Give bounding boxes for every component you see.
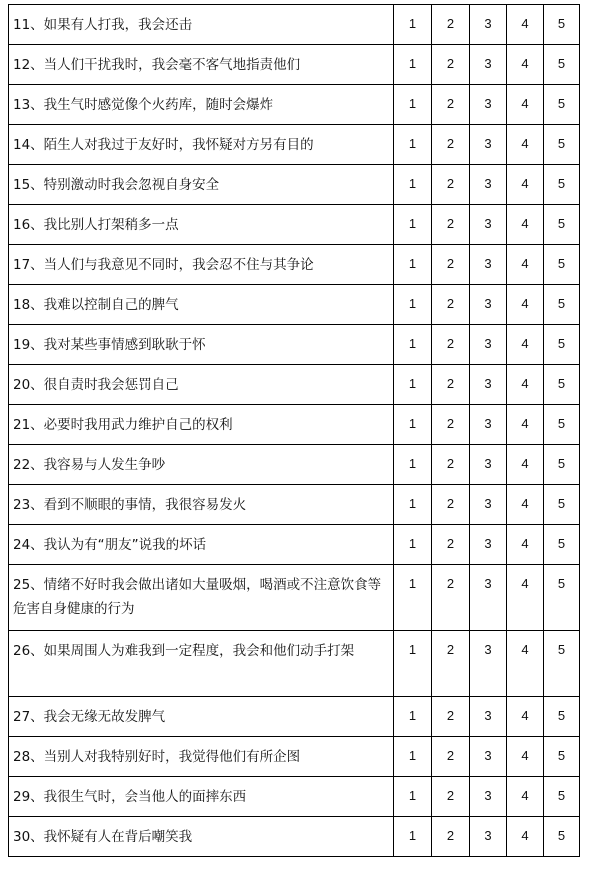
rating-option-3[interactable]: 3 — [470, 445, 507, 485]
rating-option-2[interactable]: 2 — [432, 45, 470, 85]
table-row — [9, 485, 580, 525]
question-text: 24、我认为有“朋友”说我的坏话 — [9, 525, 394, 565]
rating-option-4[interactable]: 4 — [507, 485, 544, 525]
rating-option-4[interactable]: 4 — [507, 125, 544, 165]
rating-option-2[interactable]: 2 — [432, 485, 470, 525]
question-text: 26、如果周围人为难我到一定程度，我会和他们动手打架 — [9, 631, 394, 697]
question-text: 13、我生气时感觉像个火药库，随时会爆炸 — [9, 85, 394, 125]
question-text: 18、我难以控制自己的脾气 — [9, 285, 394, 325]
rating-option-3[interactable]: 3 — [470, 125, 507, 165]
rating-option-1[interactable]: 1 — [394, 631, 432, 697]
rating-option-5[interactable]: 5 — [544, 85, 580, 125]
rating-option-5[interactable]: 5 — [544, 45, 580, 85]
rating-option-1[interactable]: 1 — [394, 405, 432, 445]
table-row — [9, 525, 580, 565]
rating-option-1[interactable]: 1 — [394, 697, 432, 737]
rating-option-4[interactable]: 4 — [507, 777, 544, 817]
rating-option-1[interactable]: 1 — [394, 245, 432, 285]
rating-option-5[interactable]: 5 — [544, 697, 580, 737]
table-row — [9, 737, 580, 777]
rating-option-5[interactable]: 5 — [544, 125, 580, 165]
question-text: 25、情绪不好时我会做出诸如大量吸烟，喝酒或不注意饮食等危害自身健康的行为 — [9, 565, 394, 631]
table-row — [9, 365, 580, 405]
rating-option-2[interactable]: 2 — [432, 631, 470, 697]
rating-option-2[interactable]: 2 — [432, 405, 470, 445]
rating-option-5[interactable]: 5 — [544, 205, 580, 245]
rating-option-4[interactable]: 4 — [507, 697, 544, 737]
rating-option-2[interactable]: 2 — [432, 205, 470, 245]
rating-option-3[interactable]: 3 — [470, 85, 507, 125]
rating-option-5[interactable]: 5 — [544, 631, 580, 697]
rating-option-4[interactable]: 4 — [507, 285, 544, 325]
rating-option-5[interactable]: 5 — [544, 245, 580, 285]
table-row — [9, 631, 580, 697]
rating-option-2[interactable]: 2 — [432, 165, 470, 205]
rating-option-3[interactable]: 3 — [470, 737, 507, 777]
rating-option-3[interactable]: 3 — [470, 777, 507, 817]
rating-option-3[interactable]: 3 — [470, 525, 507, 565]
table-row — [9, 285, 580, 325]
rating-option-3[interactable]: 3 — [470, 285, 507, 325]
table-row — [9, 817, 580, 857]
question-text: 20、很自责时我会惩罚自己 — [9, 365, 394, 405]
table-row — [9, 565, 580, 631]
table-row — [9, 777, 580, 817]
rating-option-1[interactable]: 1 — [394, 485, 432, 525]
question-text: 27、我会无缘无故发脾气 — [9, 697, 394, 737]
rating-option-2[interactable]: 2 — [432, 365, 470, 405]
rating-option-1[interactable]: 1 — [394, 325, 432, 365]
rating-option-5[interactable]: 5 — [544, 405, 580, 445]
rating-option-1[interactable]: 1 — [394, 125, 432, 165]
rating-option-2[interactable]: 2 — [432, 817, 470, 857]
table-row — [9, 45, 580, 85]
rating-option-2[interactable]: 2 — [432, 697, 470, 737]
rating-option-3[interactable]: 3 — [470, 565, 507, 631]
rating-option-5[interactable]: 5 — [544, 445, 580, 485]
rating-option-2[interactable]: 2 — [432, 565, 470, 631]
rating-option-4[interactable]: 4 — [507, 85, 544, 125]
rating-option-5[interactable]: 5 — [544, 165, 580, 205]
rating-option-5[interactable]: 5 — [544, 817, 580, 857]
rating-option-2[interactable]: 2 — [432, 525, 470, 565]
table-row — [9, 205, 580, 245]
table-row — [9, 325, 580, 365]
rating-option-3[interactable]: 3 — [470, 45, 507, 85]
question-text: 30、我怀疑有人在背后嘲笑我 — [9, 817, 394, 857]
rating-option-3[interactable]: 3 — [470, 817, 507, 857]
table-row — [9, 245, 580, 285]
question-text: 22、我容易与人发生争吵 — [9, 445, 394, 485]
rating-option-5[interactable]: 5 — [544, 365, 580, 405]
rating-option-2[interactable]: 2 — [432, 737, 470, 777]
rating-option-4[interactable]: 4 — [507, 205, 544, 245]
rating-option-1[interactable]: 1 — [394, 737, 432, 777]
rating-option-3[interactable]: 3 — [470, 5, 507, 45]
rating-option-5[interactable]: 5 — [544, 285, 580, 325]
rating-option-3[interactable]: 3 — [470, 325, 507, 365]
rating-option-3[interactable]: 3 — [470, 631, 507, 697]
rating-option-4[interactable]: 4 — [507, 525, 544, 565]
rating-option-1[interactable]: 1 — [394, 285, 432, 325]
question-text: 28、当别人对我特别好时，我觉得他们有所企图 — [9, 737, 394, 777]
table-row — [9, 165, 580, 205]
question-text: 29、我很生气时，会当他人的面摔东西 — [9, 777, 394, 817]
rating-option-2[interactable]: 2 — [432, 285, 470, 325]
rating-option-2[interactable]: 2 — [432, 445, 470, 485]
rating-option-1[interactable]: 1 — [394, 525, 432, 565]
rating-option-4[interactable]: 4 — [507, 5, 544, 45]
rating-option-4[interactable]: 4 — [507, 405, 544, 445]
rating-option-4[interactable]: 4 — [507, 631, 544, 697]
rating-option-3[interactable]: 3 — [470, 245, 507, 285]
rating-option-1[interactable]: 1 — [394, 85, 432, 125]
rating-option-4[interactable]: 4 — [507, 325, 544, 365]
rating-option-5[interactable]: 5 — [544, 5, 580, 45]
rating-option-1[interactable]: 1 — [394, 205, 432, 245]
questionnaire-body — [9, 5, 580, 857]
question-text: 21、必要时我用武力维护自己的权利 — [9, 405, 394, 445]
rating-option-4[interactable]: 4 — [507, 445, 544, 485]
question-text: 17、当人们与我意见不同时，我会忍不住与其争论 — [9, 245, 394, 285]
rating-option-5[interactable]: 5 — [544, 777, 580, 817]
table-row — [9, 445, 580, 485]
rating-option-5[interactable]: 5 — [544, 737, 580, 777]
table-row — [9, 697, 580, 737]
rating-option-2[interactable]: 2 — [432, 85, 470, 125]
table-row — [9, 125, 580, 165]
rating-option-4[interactable]: 4 — [507, 565, 544, 631]
rating-option-4[interactable]: 4 — [507, 817, 544, 857]
rating-option-5[interactable]: 5 — [544, 525, 580, 565]
table-row — [9, 5, 580, 45]
rating-option-1[interactable]: 1 — [394, 165, 432, 205]
rating-option-3[interactable]: 3 — [470, 697, 507, 737]
rating-option-1[interactable]: 1 — [394, 565, 432, 631]
rating-option-5[interactable]: 5 — [544, 325, 580, 365]
rating-option-3[interactable]: 3 — [470, 165, 507, 205]
question-text: 12、当人们干扰我时，我会毫不客气地指责他们 — [9, 45, 394, 85]
rating-option-1[interactable]: 1 — [394, 445, 432, 485]
rating-option-2[interactable]: 2 — [432, 5, 470, 45]
rating-option-3[interactable]: 3 — [470, 205, 507, 245]
rating-option-1[interactable]: 1 — [394, 777, 432, 817]
question-text: 19、我对某些事情感到耿耿于怀 — [9, 325, 394, 365]
rating-option-2[interactable]: 2 — [432, 777, 470, 817]
rating-option-3[interactable]: 3 — [470, 485, 507, 525]
rating-option-4[interactable]: 4 — [507, 245, 544, 285]
table-row — [9, 85, 580, 125]
rating-option-3[interactable]: 3 — [470, 405, 507, 445]
question-text: 16、我比别人打架稍多一点 — [9, 205, 394, 245]
rating-option-1[interactable]: 1 — [394, 5, 432, 45]
rating-option-1[interactable]: 1 — [394, 45, 432, 85]
rating-option-1[interactable]: 1 — [394, 365, 432, 405]
question-text: 11、如果有人打我，我会还击 — [9, 5, 394, 45]
rating-option-5[interactable]: 5 — [544, 565, 580, 631]
rating-option-5[interactable]: 5 — [544, 485, 580, 525]
rating-option-4[interactable]: 4 — [507, 45, 544, 85]
rating-option-4[interactable]: 4 — [507, 165, 544, 205]
rating-option-2[interactable]: 2 — [432, 325, 470, 365]
rating-option-1[interactable]: 1 — [394, 817, 432, 857]
question-text: 23、看到不顺眼的事情，我很容易发火 — [9, 485, 394, 525]
rating-option-3[interactable]: 3 — [470, 365, 507, 405]
question-text: 15、特别激动时我会忽视自身安全 — [9, 165, 394, 205]
questionnaire-table — [8, 4, 580, 857]
rating-option-2[interactable]: 2 — [432, 125, 470, 165]
rating-option-2[interactable]: 2 — [432, 245, 470, 285]
rating-option-4[interactable]: 4 — [507, 737, 544, 777]
rating-option-4[interactable]: 4 — [507, 365, 544, 405]
question-text: 14、陌生人对我过于友好时，我怀疑对方另有目的 — [9, 125, 394, 165]
table-row — [9, 405, 580, 445]
